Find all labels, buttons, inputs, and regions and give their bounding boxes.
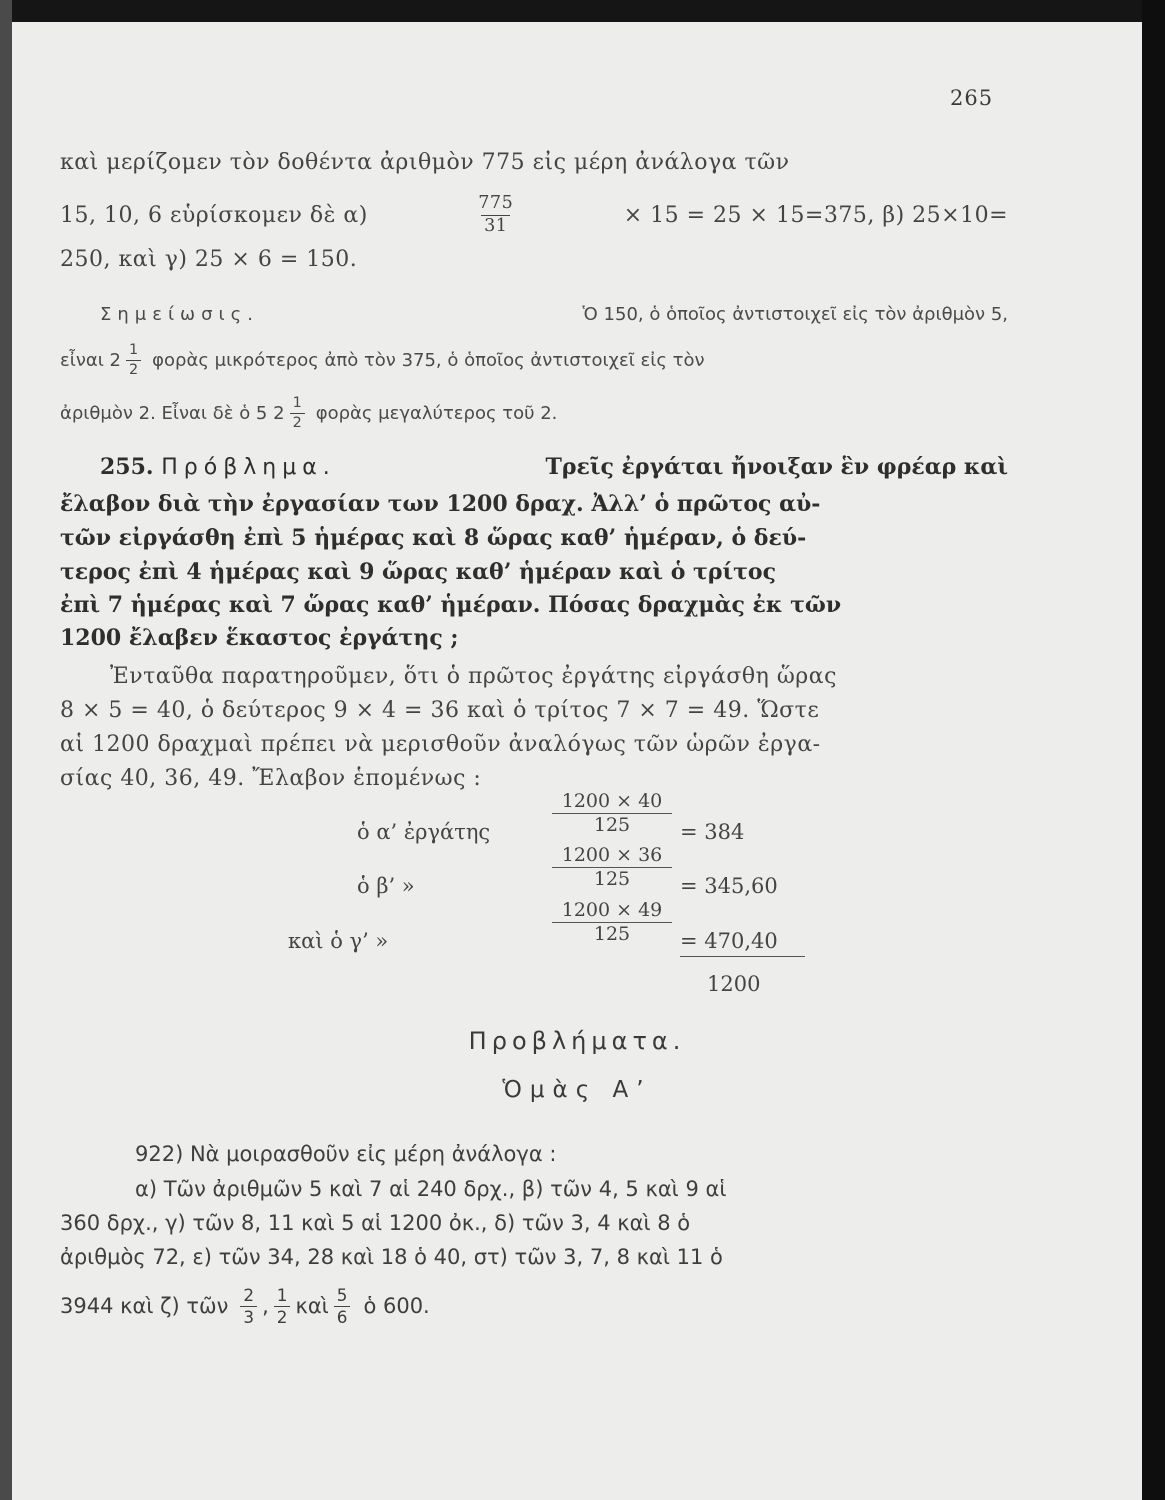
- solution-line3: αἱ 1200 δραχμαὶ πρέπει νὰ μερισθοῦν ἀναλόγως τῶν ὡρῶν ἐργα-: [60, 732, 821, 757]
- problem-line5: ἐπὶ 7 ἡμέρας καὶ 7 ὥρας καθ’ ἡμέραν. Πόσας δραχμὰς ἐκ τῶν: [60, 592, 842, 618]
- problem-line2: ἔλαβον διὰ τὴν ἐργασίαν των 1200 δραχ. Ἀλλ’ ὁ πρῶτος αὐ-: [60, 491, 821, 517]
- para1-line3: 250, καὶ γ) 25 × 6 = 150.: [60, 247, 358, 272]
- book-page: [12, 22, 1142, 1500]
- calc-fraction-3: $\frac{1200 \times 49}{125}$: [552, 899, 672, 945]
- exercise-line2: 360 δρχ., γ) τῶν 8, 11 καὶ 5 αἱ 1200 ὀκ., δ) τῶν 3, 4 καὶ 8 ὁ: [60, 1211, 691, 1235]
- note-line1-text: Ὁ 150, ὁ ὁποῖος ἀντιστοιχεῖ εἰς τὸν ἀριθμὸν 5,: [582, 304, 1008, 325]
- fraction-5-6: $\frac{5}{6}$: [334, 1287, 351, 1326]
- note-line3-post: φορὰς μεγαλύτερος τοῦ 2.: [315, 402, 558, 424]
- note-line2-post: φορὰς μικρότερος ἀπὸ τὸν 375, ὁ ὁποῖος ἀντιστοιχεῖ εἰς τὸν: [152, 349, 705, 371]
- para1-line2-post: × 15 = 25 × 15=375, β) 25×10=: [623, 202, 1008, 228]
- calc-result-1: = 384: [680, 820, 745, 844]
- solution-line1: Ἐνταῦθα παρατηροῦμεν, ὅτι ὁ πρῶτος ἐργάτης εἰργάσθη ὥρας: [110, 664, 837, 689]
- section-title: Προβλήματα.: [468, 1027, 686, 1055]
- para1-line2: [60, 187, 1008, 243]
- problem-line4: τερος ἐπὶ 4 ἡμέρας καὶ 9 ὥρας καθ’ ἡμέραν καὶ ὁ τρίτος: [60, 559, 776, 585]
- problem-line6: 1200 ἔλαβεν ἕκαστος ἐργάτης ;: [60, 625, 459, 651]
- fraction-1-2-c: $\frac{1}{2}$: [274, 1287, 291, 1326]
- calc-label-3: καὶ ὁ γ’ »: [288, 929, 389, 953]
- problem-line1: [60, 454, 1008, 480]
- scan-left-edge: [0, 0, 12, 1500]
- exercise-line4: [60, 1277, 1008, 1335]
- calc-fraction-1: $\frac{1200 \times 40}{125}$: [552, 790, 672, 836]
- solution-line4: σίας 40, 36, 49. Ἔλαβον ἑπομένως :: [60, 766, 482, 791]
- calc-label-1: ὁ α’ ἐργάτης: [357, 820, 491, 844]
- note-line2: [60, 334, 1008, 386]
- note-line3-pre: ἀριθμὸν 2. Εἶναι δὲ ὁ 5 2: [60, 402, 285, 424]
- group-title: Ὁμὰς Α’: [502, 1077, 652, 1103]
- exercise-intro: 922) Νὰ μοιρασθοῦν εἰς μέρη ἀνάλογα :: [135, 1142, 557, 1166]
- note-label: Σημείωσις.: [100, 304, 259, 325]
- exercise-line4-post: ὁ 600.: [363, 1294, 430, 1318]
- fraction-775-31: $\frac{775}{31}$: [478, 192, 514, 236]
- calc-label-2: ὁ β’ »: [357, 874, 415, 898]
- solution-line2: 8 × 5 = 40, ὁ δεύτερος 9 × 4 = 36 καὶ ὁ τρίτος 7 × 7 = 49. Ὥστε: [60, 698, 820, 723]
- exercise-line1-text: α) Τῶν ἀριθμῶν 5 καὶ 7 αἱ 240 δρχ., β) τῶν 4, 5 καὶ 9 αἱ: [135, 1177, 727, 1201]
- note-line3: [60, 387, 1008, 439]
- note-line1: [60, 304, 1008, 325]
- exercise-line4-pre: 3944 καὶ ζ) τῶν: [60, 1294, 229, 1318]
- page-number: 265: [950, 86, 994, 110]
- calc-fraction-2: $\frac{1200 \times 36}{125}$: [552, 844, 672, 890]
- problem-label: Πρόβλημα.: [161, 455, 336, 480]
- para1-line2-pre: 15, 10, 6 εὑρίσκομεν δὲ α): [60, 202, 368, 228]
- calc-total: 1200: [707, 972, 761, 996]
- problem-text-line1: Τρεῖς ἐργάται ἤνοιξαν ἓν φρέαρ καὶ: [545, 454, 1008, 480]
- exercise-line3: ἀριθμὸς 72, ε) τῶν 34, 28 καὶ 18 ὁ 40, στ) τῶν 3, 7, 8 καὶ 11 ὁ: [60, 1245, 723, 1269]
- scan-right-edge: [1142, 0, 1165, 1500]
- exercise-line1: [60, 1177, 1008, 1201]
- fraction-1-2: $\frac{1}{2}$: [126, 343, 141, 377]
- problem-heading: [60, 454, 336, 480]
- fraction-1-2-b: $\frac{1}{2}$: [290, 396, 305, 430]
- calc-result-3: = 470,40: [680, 929, 805, 957]
- note-line2-pre: εἶναι 2: [60, 349, 122, 371]
- problem-number: 255.: [100, 454, 154, 480]
- fraction-2-3: $\frac{2}{3}$: [240, 1287, 257, 1326]
- comma: ,: [262, 1294, 269, 1318]
- problem-line3: τῶν εἰργάσθη ἐπὶ 5 ἡμέρας καὶ 8 ὥρας καθ’ ἡμέραν, ὁ δεύ-: [60, 525, 807, 551]
- calc-result-2: = 345,60: [680, 874, 778, 898]
- exercise-line4-and: καὶ: [295, 1294, 329, 1318]
- para1-line1: καὶ μερίζομεν τὸν δοθέντα ἀριθμὸν 775 εἰς μέρη ἀνάλογα τῶν: [60, 150, 790, 175]
